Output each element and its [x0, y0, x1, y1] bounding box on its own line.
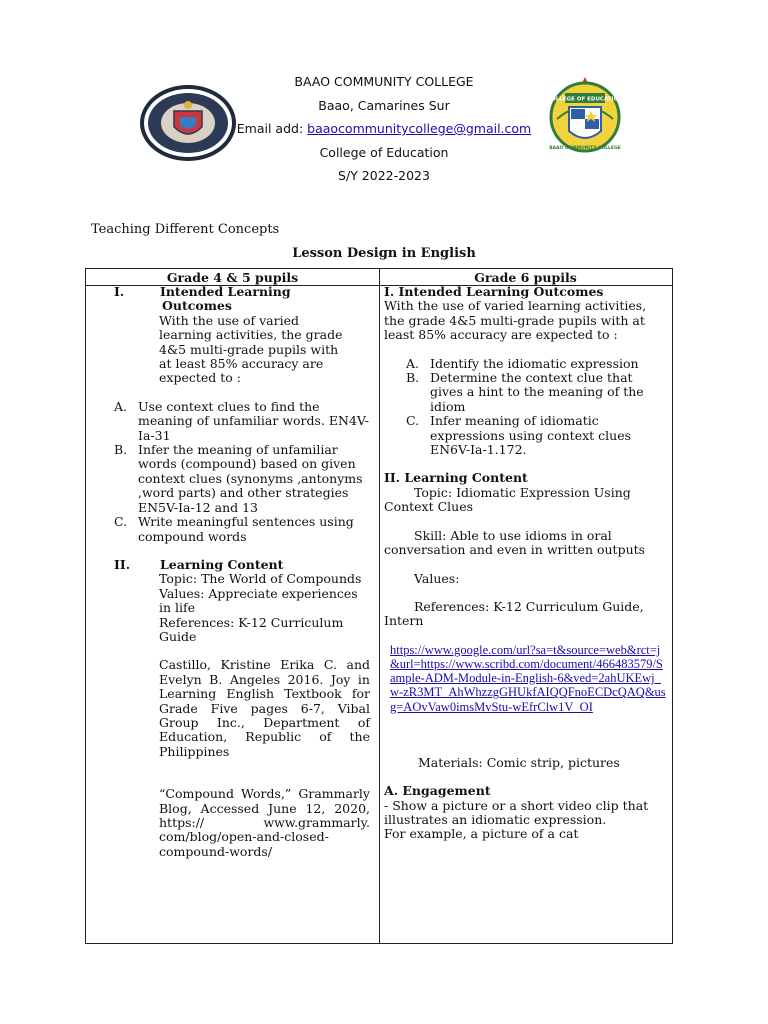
logo-bottom-text: BAAO COMMUNITY COLLEGE	[549, 146, 621, 151]
left-objective-c: C. Write meaningful sentences using compound words	[114, 514, 354, 544]
right-column	[384, 285, 668, 842]
left-objective-a: A. Use context clues to find the meaning of unfamiliar words. EN4V-Ia-31	[114, 398, 370, 443]
right-objective-c: C. Infer meaning of idiomatic expressions using context clues EN6V-Ia-1.172.	[406, 413, 632, 458]
right-objective-b: B. Determine the context clue that gives a hint to the meaning of the idiom	[406, 370, 644, 414]
left-outcomes-intro-1: With the use of varied	[159, 312, 299, 328]
right-materials: Materials: Comic strip, pictures	[418, 754, 620, 770]
left-outcomes-heading	[114, 285, 370, 299]
left-topic: Topic: The World of Compounds	[159, 571, 362, 587]
college-location: Baao, Camarines Sur	[318, 97, 450, 113]
lesson-design-table	[85, 268, 673, 944]
left-objective-b: B. Infer the meaning of unfamiliar words (compound) based on given context clues (synonyms ,antonyms ,word parts) and other strategies EN5V-Ia-12 and 13	[114, 442, 363, 515]
right-values: Values:	[414, 570, 460, 586]
subject-line: Teaching Different Concepts	[91, 222, 280, 237]
left-outcomes-title: Intended Learning	[160, 284, 291, 299]
left-reference-book: Castillo, Kristine Erika C. and Evelyn B. Angeles 2016. Joy in Learning English Textbook for Grade Five pages 6-7, Vibal Group Inc., Department of Education, Republic of the Philippines	[159, 657, 370, 759]
email-line	[0, 117, 768, 141]
reference-url-link[interactable]: https://www.google.com/url?sa=t&source=web&rct=j&url=https://www.scribd.com/document/466483579/Sample-ADM-Module-in-English-6&ved=2ahUKEwj_w-zR3MT_AhWhzzgGHUkfAIQQFnoECDcQAQ&usg=AOvVaw0imsMvStu-wEfrClw1V_OI	[390, 642, 666, 714]
left-outcomes-intro-3: 4&5 multi-grade pupils with	[159, 341, 339, 357]
left-references: References: K-12 Curriculum Guide	[159, 614, 344, 644]
left-outcomes-numeral: I.	[114, 284, 125, 299]
email-link[interactable]: baaocommunitycollege@gmail.com	[307, 121, 532, 136]
right-skill: Skill: Able to use idioms in oral conversation and even in written outputs	[384, 527, 646, 558]
right-engagement-text-2: For example, a picture of a cat	[384, 826, 579, 842]
logo-ribbon-text: COLLEGE OF EDUCATION	[547, 96, 623, 103]
school-year: S/Y 2022-2023	[338, 168, 430, 183]
right-topic: Topic: Idiomatic Expression Using Context Clues	[384, 484, 631, 515]
document-title: Lesson Design in English	[292, 246, 476, 261]
left-column-heading: Grade 4 & 5 pupils	[166, 270, 299, 285]
left-content-title: Learning Content	[160, 556, 284, 572]
email-label: Email add:	[236, 121, 304, 136]
department-name: College of Education	[319, 144, 449, 160]
left-content-numeral: II.	[114, 556, 131, 572]
left-values: Values: Appreciate experiences in life	[159, 585, 358, 616]
left-outcomes-intro-2: learning activities, the grade	[159, 327, 343, 343]
right-outcomes-intro: With the use of varied learning activities, the grade 4&5 multi-grade pupils with at least 85% accuracy are expected to :	[384, 298, 647, 343]
left-reference-blog: “Compound Words,” Grammarly Blog, Accessed June 12, 2020, https:// www.grammarly. com/blog/open-and-closed-compound-words/	[159, 786, 370, 859]
right-engagement-title: A. Engagement	[384, 783, 491, 799]
right-outcomes-title: I. Intended Learning Outcomes	[384, 284, 604, 299]
left-column	[114, 285, 370, 859]
right-content-title: II. Learning Content	[384, 470, 528, 486]
left-outcomes-intro-5: expected to :	[159, 370, 241, 386]
right-references: References: K-12 Curriculum Guide, Intern	[384, 598, 644, 629]
column-divider	[379, 269, 380, 943]
left-content-heading	[114, 558, 370, 572]
letterhead	[0, 70, 768, 188]
left-outcomes-intro-4: at least 85% accuracy are	[159, 356, 324, 372]
college-name: BAAO COMMUNITY COLLEGE	[294, 74, 474, 89]
right-engagement-text-1: - Show a picture or a short video clip that illustrates an idiomatic expression.	[384, 797, 649, 827]
college-seal-logo	[138, 83, 238, 163]
right-objective-a: A. Identify the idiomatic expression	[406, 355, 639, 371]
college-of-education-logo	[545, 75, 625, 157]
left-outcomes-title-2: Outcomes	[162, 298, 232, 314]
right-column-heading: Grade 6 pupils	[474, 270, 577, 285]
